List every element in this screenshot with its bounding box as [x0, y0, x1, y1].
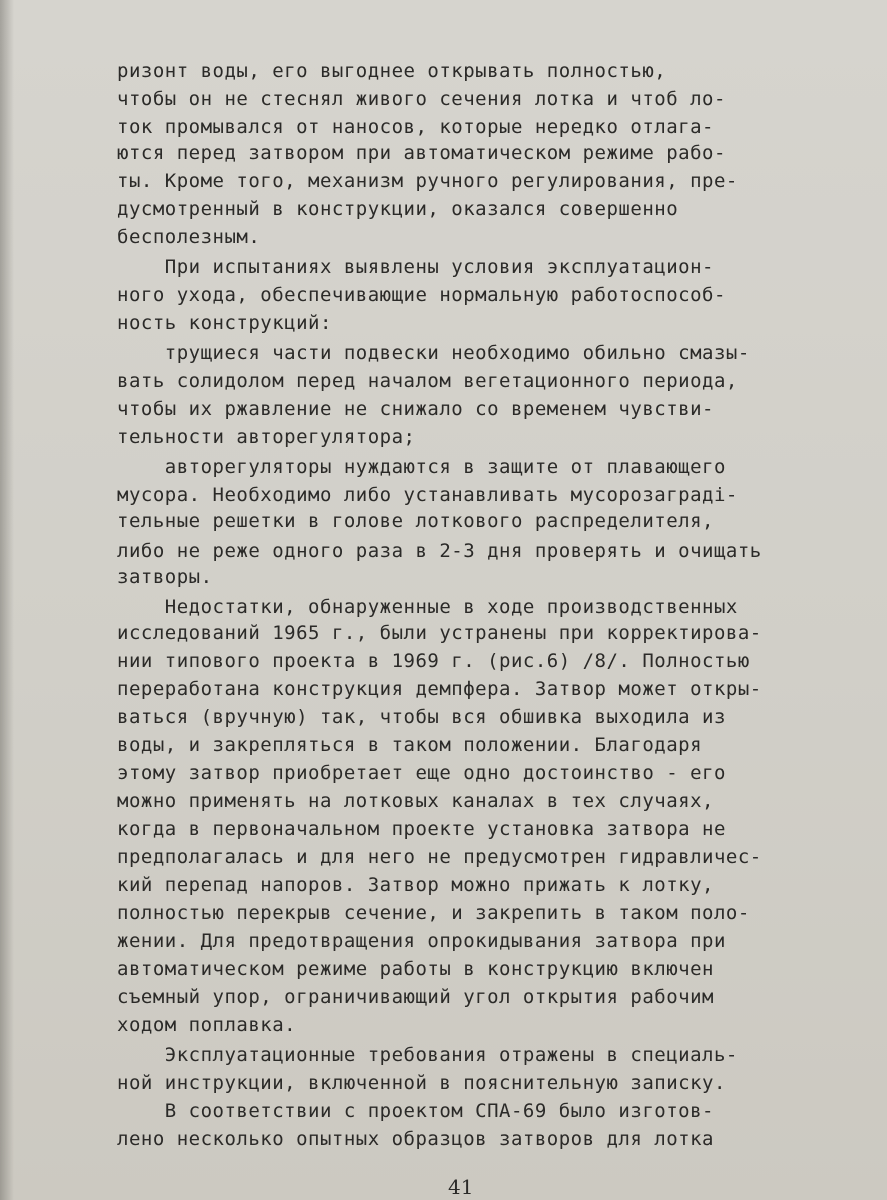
text-line: ной инструкции, включенной в пояснительную записку. [117, 1072, 726, 1094]
text-line: переработана конструкция демпфера. Затвор может откры- [117, 678, 762, 700]
text-line: кий перепад напоров. Затвор можно прижать к лотку, [117, 874, 714, 896]
text-line: чтобы их ржавление не снижало со временем чувстви- [117, 398, 714, 420]
text-line: трущиеся части подвески необходимо обильно смазы- [117, 342, 750, 364]
text-line: затворы. [117, 566, 213, 588]
text-line: этому затвор приобретает еще одно достоинство - его [117, 762, 726, 784]
text-line: Недостатки, обнаруженные в ходе производственных [117, 596, 738, 618]
text-line: дусмотренный в конструкции, оказался совершенно [117, 198, 679, 220]
text-line: авторегуляторы нуждаются в защите от плавающего [117, 456, 726, 478]
text-line: ются перед затвором при автоматическом режиме рабо- [117, 142, 726, 164]
text-line: ность конструкций: [117, 312, 332, 334]
text-line: исследований 1965 г., были устранены при корректирова- [117, 622, 762, 644]
text-line: полностью перекрыв сечение, и закрепить в таком поло- [117, 902, 750, 924]
text-line: лено несколько опытных образцов затворов для лотка [117, 1128, 714, 1150]
text-line: ток промывался от наносов, которые нередко отлага- [117, 116, 714, 138]
text-line: ного ухода, обеспечивающие нормальную работоспособ- [117, 284, 726, 306]
text-line: жении. Для предотвращения опрокидывания затвора при [117, 930, 726, 952]
text-line: В соответствии с проектом СПА-69 было изготов- [117, 1100, 714, 1122]
text-line: когда в первоначальном проекте установка затвора не [117, 818, 726, 840]
text-line: либо не реже одного раза в 2-3 дня проверять и очищать [117, 540, 762, 562]
text-line: нии типового проекта в 1969 г. (рис.6) /8/. Полностью [117, 650, 750, 672]
text-line: съемный упор, ограничивающий угол открытия рабочим [117, 986, 714, 1008]
text-line: чтобы он не стеснял живого сечения лотка и чтоб ло- [117, 88, 726, 110]
text-line: ходом поплавка. [117, 1014, 297, 1036]
text-line: ты. Кроме того, механизм ручного регулирования, пре- [117, 170, 738, 192]
text-line: вать солидолом перед началом вегетационного периода, [117, 370, 738, 392]
text-line: Эксплуатационные требования отражены в специаль- [117, 1044, 738, 1066]
text-line: можно применять на лотковых каналах в тех случаях, [117, 790, 714, 812]
text-line: бесполезным. [117, 226, 261, 248]
text-line: автоматическом режиме работы в конструкцию включен [117, 958, 714, 980]
text-line: тельные решетки в голове лоткового распределителя, [117, 510, 714, 532]
text-line: При испытаниях выявлены условия эксплуатацион- [117, 256, 714, 278]
text-line: воды, и закрепляться в таком положении. Благодаря [117, 734, 703, 756]
text-line: мусора. Необходимо либо устанавливать мусорозаградi- [117, 484, 738, 506]
text-line: тельности авторегулятора; [117, 426, 416, 448]
text-line: ризонт воды, его выгоднее открывать полностью, [117, 60, 667, 82]
page-number: 41 [448, 1175, 474, 1199]
text-line: ваться (вручную) так, чтобы вся обшивка выходила из [117, 706, 726, 728]
text-line: предполагалась и для него не предусмотрен гидравличес- [117, 846, 762, 868]
